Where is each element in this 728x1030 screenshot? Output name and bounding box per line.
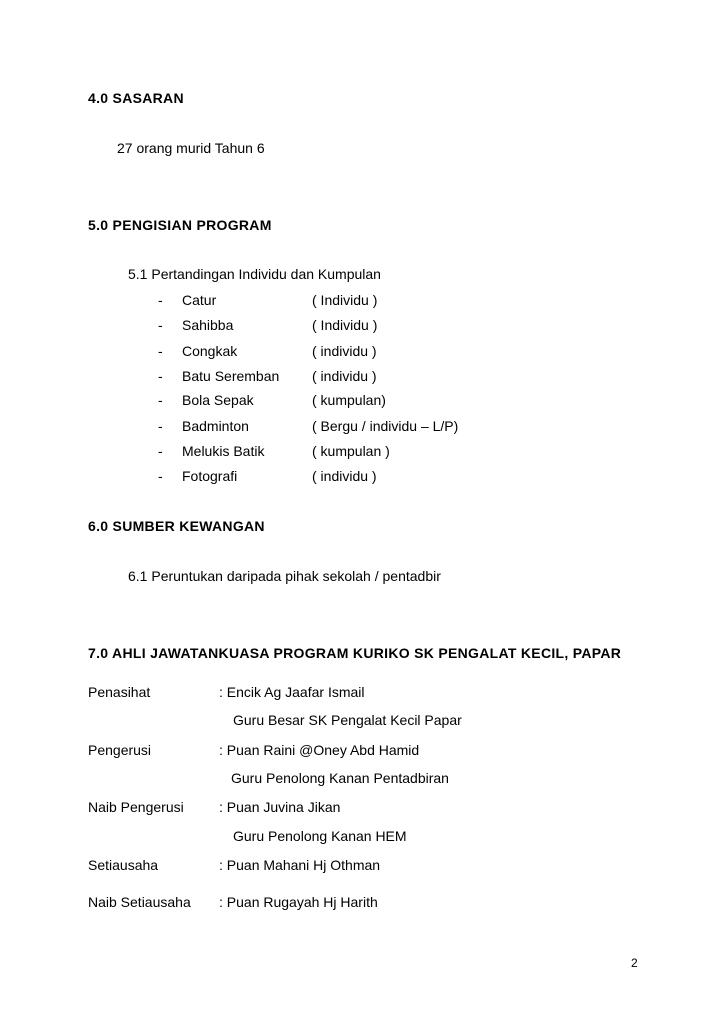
section-heading-kewangan: 6.0 SUMBER KEWANGAN bbox=[88, 518, 265, 534]
sasaran-text: 27 orang murid Tahun 6 bbox=[117, 140, 265, 156]
list-bullet: - bbox=[158, 317, 163, 333]
competition-name: Fotografi bbox=[182, 468, 238, 484]
competition-type: ( individu ) bbox=[312, 343, 377, 359]
committee-role: Naib Setiausaha bbox=[88, 894, 191, 910]
committee-member: : Puan Mahani Hj Othman bbox=[219, 857, 381, 873]
committee-member: : Puan Juvina Jikan bbox=[219, 799, 341, 815]
committee-member-position: Guru Penolong Kanan Pentadbiran bbox=[231, 770, 449, 786]
page-number: 2 bbox=[631, 956, 638, 970]
section-heading-pengisian: 5.0 PENGISIAN PROGRAM bbox=[88, 217, 272, 233]
committee-role: Setiausaha bbox=[88, 857, 159, 873]
competition-name: Batu Seremban bbox=[182, 368, 280, 384]
committee-role: Pengerusi bbox=[88, 742, 152, 758]
committee-role: Naib Pengerusi bbox=[88, 799, 184, 815]
list-bullet: - bbox=[158, 392, 163, 408]
competition-name: Sahibba bbox=[182, 317, 234, 333]
competition-name: Bola Sepak bbox=[182, 392, 254, 408]
competition-type: ( kumpulan) bbox=[312, 392, 386, 408]
list-bullet: - bbox=[158, 343, 163, 359]
competition-type: ( individu ) bbox=[312, 368, 377, 384]
list-bullet: - bbox=[158, 418, 163, 434]
list-bullet: - bbox=[158, 292, 163, 308]
committee-member-position: Guru Besar SK Pengalat Kecil Papar bbox=[233, 712, 462, 728]
competition-name: Badminton bbox=[182, 418, 249, 434]
pengisian-subheading: 5.1 Pertandingan Individu dan Kumpulan bbox=[128, 266, 381, 282]
competition-type: ( Individu ) bbox=[312, 292, 378, 308]
committee-member: : Encik Ag Jaafar Ismail bbox=[219, 684, 365, 700]
competition-type: ( Individu ) bbox=[312, 317, 378, 333]
list-bullet: - bbox=[158, 468, 163, 484]
list-bullet: - bbox=[158, 443, 163, 459]
section-heading-sasaran: 4.0 SASARAN bbox=[88, 90, 184, 106]
committee-role: Penasihat bbox=[88, 684, 151, 700]
competition-type: ( individu ) bbox=[312, 468, 377, 484]
competition-type: ( kumpulan ) bbox=[312, 443, 390, 459]
competition-name: Melukis Batik bbox=[182, 443, 265, 459]
committee-member-position: Guru Penolong Kanan HEM bbox=[233, 828, 407, 844]
competition-name: Congkak bbox=[182, 343, 238, 359]
committee-member: : Puan Rugayah Hj Harith bbox=[219, 894, 378, 910]
kewangan-subheading: 6.1 Peruntukan daripada pihak sekolah / pentadbir bbox=[128, 568, 441, 584]
section-heading-ajk: 7.0 AHLI JAWATANKUASA PROGRAM KURIKO SK PENGALAT KECIL, PAPAR bbox=[88, 645, 622, 661]
committee-member: : Puan Raini @Oney Abd Hamid bbox=[219, 742, 420, 758]
competition-type: ( Bergu / individu – L/P) bbox=[312, 418, 459, 434]
competition-name: Catur bbox=[182, 292, 217, 308]
list-bullet: - bbox=[158, 368, 163, 384]
